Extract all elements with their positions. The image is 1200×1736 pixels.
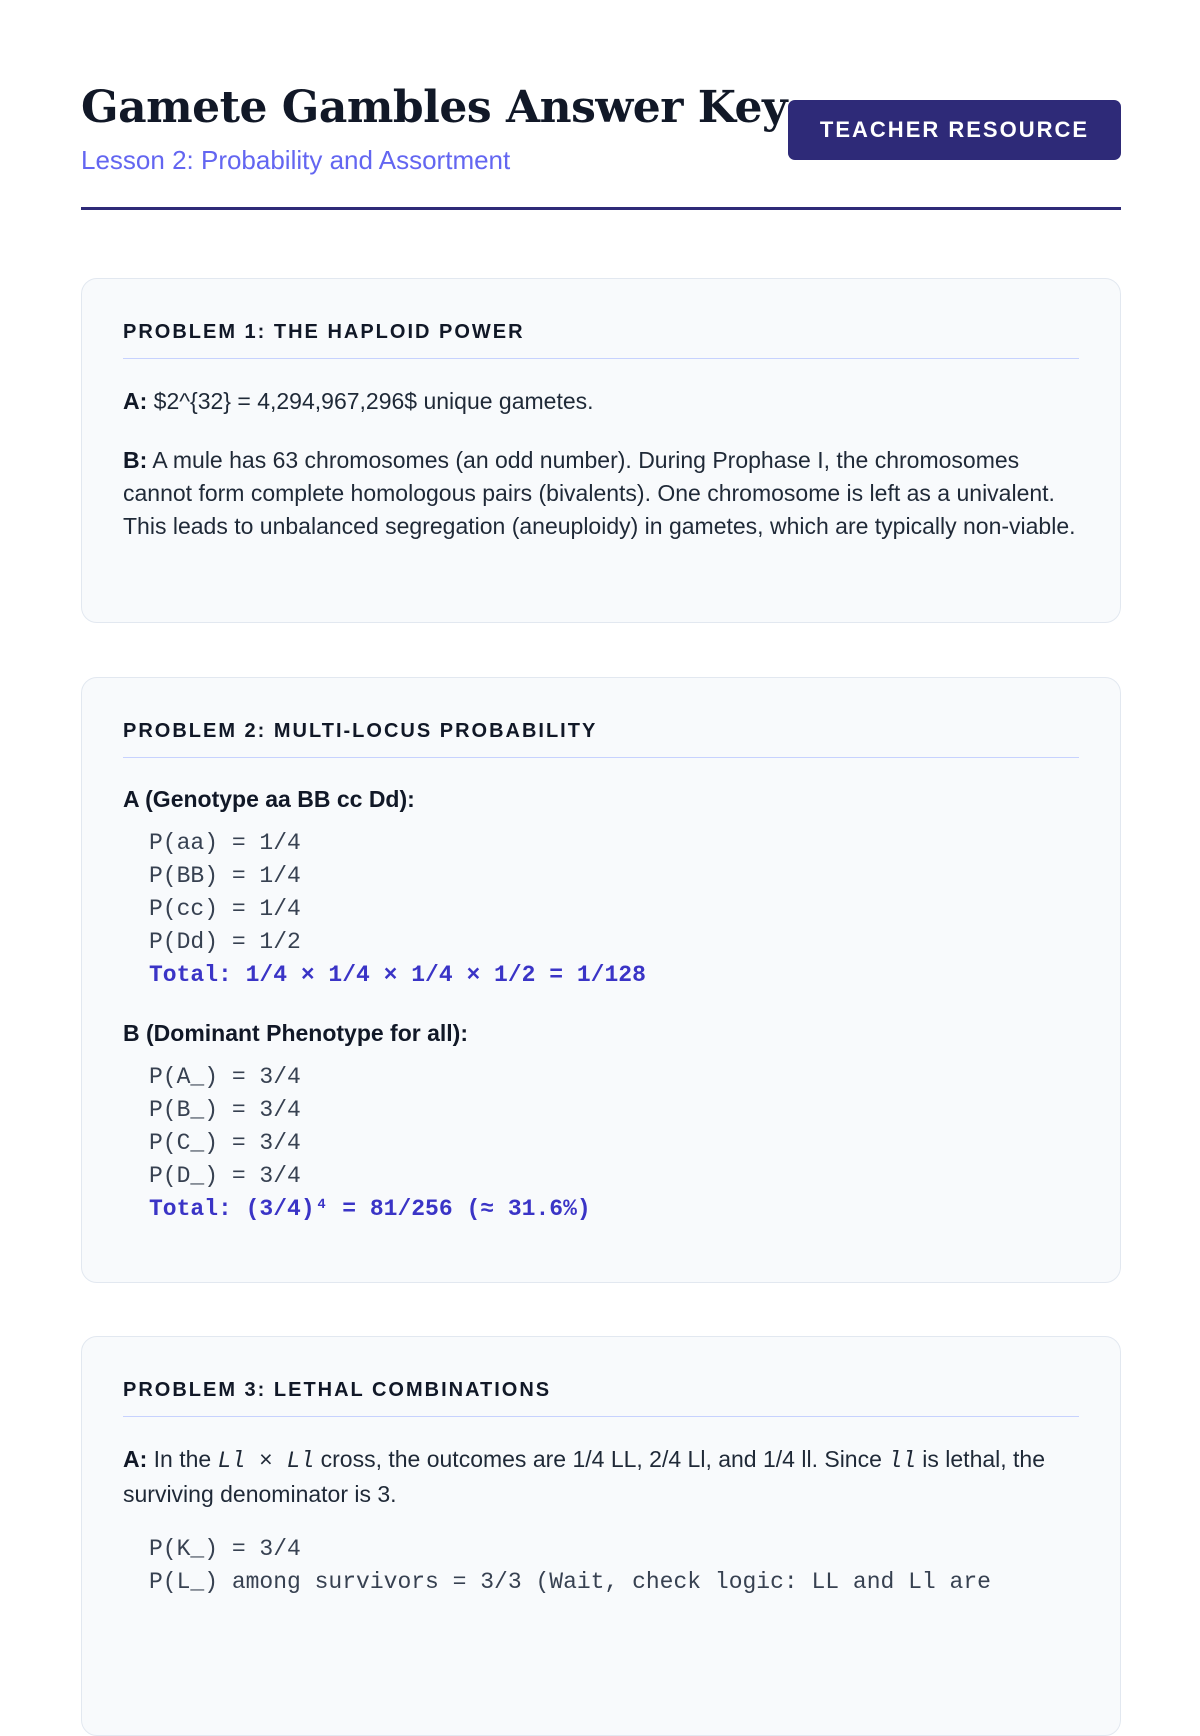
problem-1-answer-a (123, 385, 1079, 418)
calc-line: P(cc) = 1/4 (149, 896, 301, 922)
page-title: Gamete Gambles Answer Key (81, 82, 788, 133)
answer-a-text: In the (147, 1446, 218, 1472)
answer-b-label: B: (123, 447, 148, 473)
part-b-heading: B (Dominant Phenotype for all): (123, 1020, 468, 1046)
problem-1-heading: PROBLEM 1: THE HAPLOID POWER (123, 279, 1079, 359)
part-b-calculation (123, 1061, 1079, 1226)
lethal-genotype: ll (888, 1448, 916, 1474)
answer-a-label: A: (123, 1446, 148, 1472)
lesson-subtitle: Lesson 2: Probability and Assortment (81, 145, 511, 175)
answer-a-text: is lethal, the surviving denominator is 3. (123, 1446, 1046, 1507)
problem-2-card (81, 677, 1121, 1283)
part-a-heading: A (Genotype aa BB cc Dd): (123, 786, 415, 812)
calc-line: P(A_) = 3/4 (149, 1064, 301, 1090)
cross-notation: Ll × Ll (217, 1448, 315, 1474)
page-header (81, 0, 1121, 210)
problem-2-heading: PROBLEM 2: MULTI-LOCUS PROBABILITY (123, 678, 1079, 758)
problem-1-answer-b (123, 444, 1079, 543)
calc-line: P(L_) among survivors = 3/3 (Wait, check logic: LL and Ll are (149, 1569, 991, 1595)
problem-1-card (81, 278, 1121, 623)
calc-line: P(C_) = 3/4 (149, 1130, 301, 1156)
calc-line: P(Dd) = 1/2 (149, 929, 301, 955)
teacher-resource-badge: TEACHER RESOURCE (788, 100, 1121, 160)
calc-line: P(K_) = 3/4 (149, 1536, 301, 1562)
calc-line: P(B_) = 3/4 (149, 1097, 301, 1123)
answer-a-text: $2^{32} = 4,294,967,296$ unique gametes. (147, 388, 594, 414)
problem-3-card (81, 1336, 1121, 1736)
answer-b-text: A mule has 63 chromosomes (an odd number). During Prophase I, the chromosomes cannot form complete homologous pairs (bivalents). One chromosome is left as a univalent. This leads to unbalanced segregation (aneuploidy) in gametes, which are typically non-viable. (123, 447, 1076, 539)
answer-a-text: cross, the outcomes are 1/4 LL, 2/4 Ll, and 1/4 ll. Since (314, 1446, 889, 1472)
answer-a-label: A: (123, 388, 148, 414)
problem-3-heading: PROBLEM 3: LETHAL COMBINATIONS (123, 1337, 1079, 1417)
calc-line: P(D_) = 3/4 (149, 1163, 301, 1189)
calc-line: P(aa) = 1/4 (149, 830, 301, 856)
part-b-total: Total: (3/4)⁴ = 81/256 (≈ 31.6%) (149, 1196, 591, 1222)
part-a-total: Total: 1/4 × 1/4 × 1/4 × 1/2 = 1/128 (149, 962, 646, 988)
problem-3-answer-a (123, 1443, 1079, 1511)
calc-line: P(BB) = 1/4 (149, 863, 301, 889)
part-a-calculation (123, 827, 1079, 992)
problem-3-calculation (123, 1533, 1079, 1599)
